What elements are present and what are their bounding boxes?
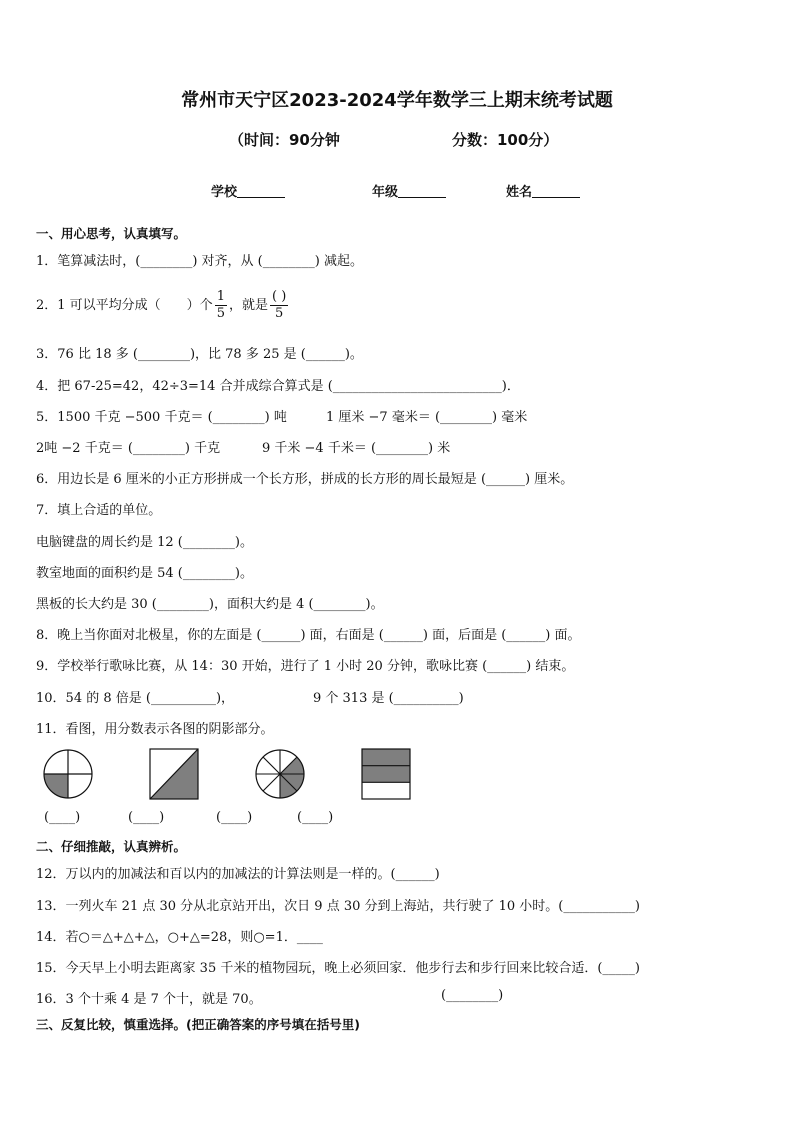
question-13: 13．一列火车 21 点 30 分从北京站开出，次日 9 点 30 分到上海站，共行驶了 10 小时。(___________)	[36, 899, 640, 914]
square-diagonal-figure	[147, 748, 201, 800]
grade-field	[372, 181, 446, 200]
fraction-blank-fifths: $\frac{( )}{5}$	[271, 289, 287, 321]
question-14: 14．若○＝△+△+△，○+△=28，则○=1．____	[36, 930, 323, 945]
grade-blank[interactable]	[398, 197, 446, 198]
exam-score: 分数：100分）	[452, 131, 559, 149]
question-15: 15．今天早上小明去距离家 35 千米的植物园玩，晚上必须回家．他步行去和步行回来比较合适．(_____)	[36, 961, 640, 976]
question-5d: 9 千米 −4 千米＝ (________) 米	[262, 441, 451, 456]
question-7c: 黑板的长大约是 30 (________)，面积大约是 4 (________)。	[36, 597, 384, 612]
question-1: 1．笔算减法时，(________) 对齐，从 (________) 减起。	[36, 254, 363, 269]
page-title: 常州市天宁区2023-2024学年数学三上期末统考试题	[181, 90, 613, 111]
question-5c: 2吨 −2 千克＝ (________) 千克	[36, 441, 221, 456]
question-2	[36, 286, 290, 326]
question-12: 12．万以内的加减法和百以内的加减法的计算法则是一样的。(______)	[36, 867, 440, 882]
circle-quarters-figure	[41, 747, 95, 801]
question-11: 11．看图，用分数表示各图的阴影部分。	[36, 722, 274, 737]
school-field	[211, 181, 285, 200]
question-16b: (________)	[441, 988, 504, 1003]
question-9: 9．学校举行歌咏比赛，从 14：30 开始，进行了 1 小时 20 分钟，歌咏比赛 (______) 结束。	[36, 659, 575, 674]
question-6: 6．用边长是 6 厘米的小正方形拼成一个长方形，拼成的长方形的周长最短是 (______) 厘米。	[36, 472, 574, 487]
section-1-heading: 一、用心思考，认真填写。	[36, 226, 187, 241]
figure-3-answer[interactable]: (____)	[216, 810, 253, 825]
grade-label: 年级	[372, 185, 399, 200]
question-5a: 5．1500 千克 −500 千克＝ (________) 吨	[36, 410, 287, 425]
rectangle-thirds-figure	[359, 748, 413, 800]
question-5b: 1 厘米 −7 毫米＝ (________) 毫米	[326, 410, 528, 425]
fraction-one-fifth: $\frac{1}{5}$	[216, 289, 225, 321]
section-3-heading: 三、反复比较，慎重选择。(把正确答案的序号填在括号里)	[36, 1017, 360, 1032]
figure-1-answer[interactable]: (____)	[44, 810, 81, 825]
question-4: 4．把 67-25=42，42÷3=14 合并成综合算式是 (__________________________)．	[36, 379, 520, 394]
question-10b: 9 个 313 是 (__________)	[313, 691, 464, 706]
question-7a: 电脑键盘的周长约是 12 (________)。	[36, 535, 253, 550]
figure-4-answer[interactable]: (____)	[297, 810, 334, 825]
question-10a: 10．54 的 8 倍是 (__________)，	[36, 691, 235, 706]
school-label: 学校	[211, 185, 238, 200]
question-16a: 16．3 个十乘 4 是 7 个十，就是 70。	[36, 992, 262, 1007]
section-2-heading: 二、仔细推敲，认真辨析。	[36, 839, 187, 854]
figure-2-answer[interactable]: (____)	[128, 810, 165, 825]
name-blank[interactable]	[532, 197, 580, 198]
question-7: 7．填上合适的单位。	[36, 503, 162, 518]
school-blank[interactable]	[237, 197, 285, 198]
circle-eighths-figure	[253, 747, 307, 801]
exam-time: （时间：90分钟	[229, 131, 340, 149]
question-7b: 教室地面的面积约是 54 (________)。	[36, 566, 253, 581]
shaded-eighth-3	[280, 757, 304, 774]
question-8: 8．晚上当你面对北极星，你的左面是 (______) 面，右面是 (______) 面，后面是 (______) 面。	[36, 628, 581, 643]
name-field	[506, 181, 580, 200]
name-label: 姓名	[506, 185, 533, 200]
q2-prefix: 2．1 可以平均分成（ ）个	[36, 298, 213, 313]
question-3: 3．76 比 18 多 (________)，比 78 多 25 是 (______)。	[36, 347, 363, 362]
q2-mid: ，就是	[228, 298, 268, 313]
